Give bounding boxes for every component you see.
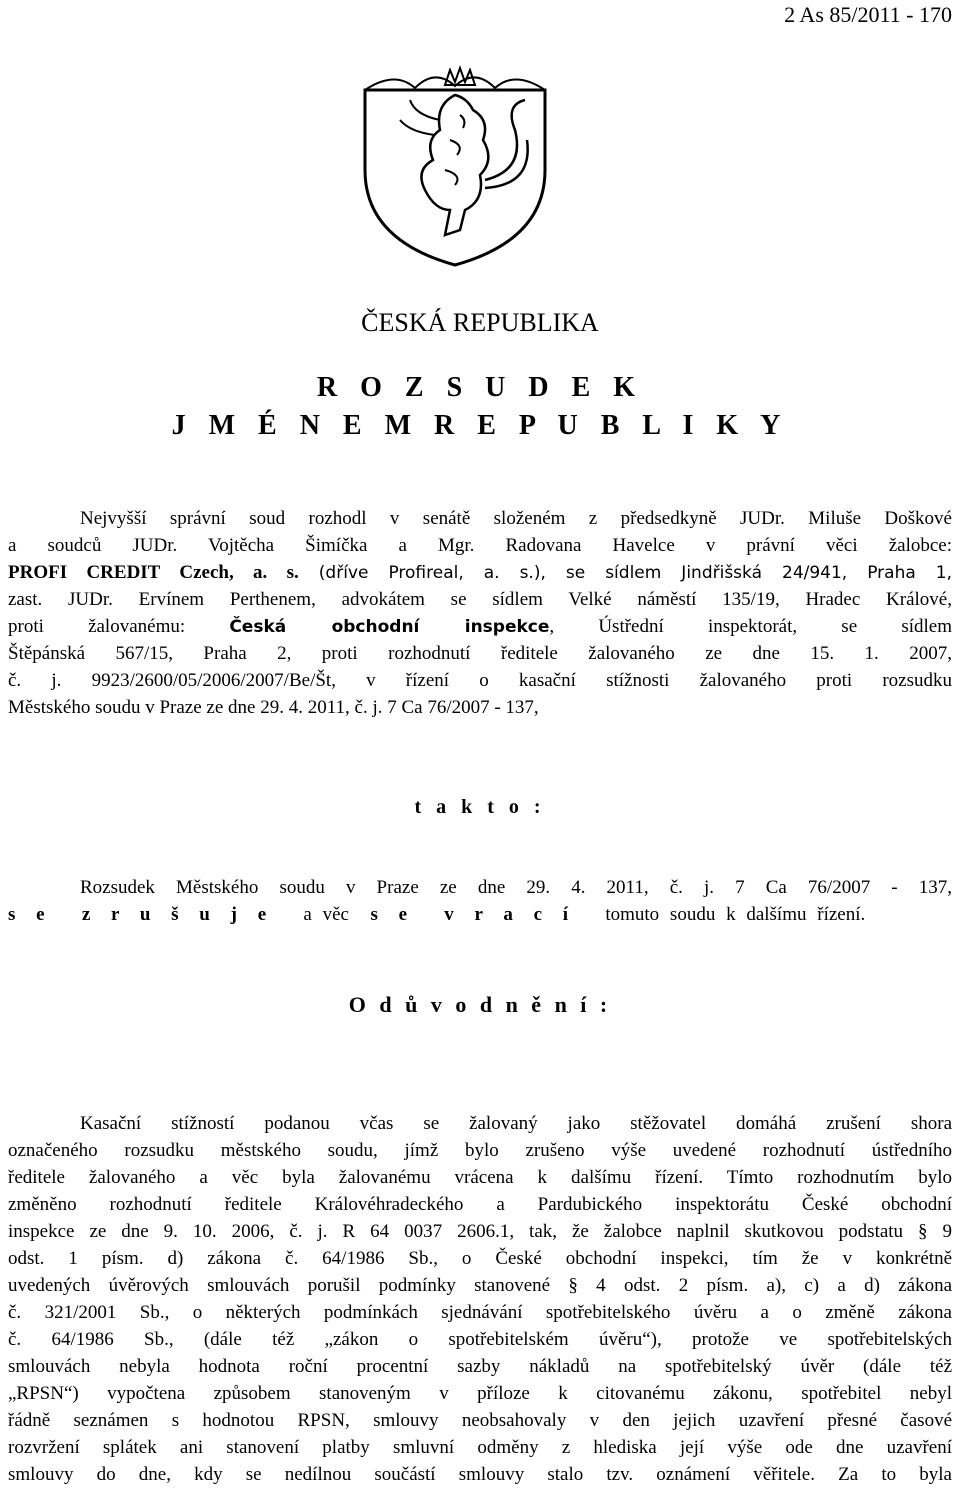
intro-line: zast. JUDr. Ervínem Perthenem, advokátem se sídlem Velké náměstí 135/19, Hradec Králové, — [8, 589, 952, 610]
intro-line: a soudců JUDr. Vojtěcha Šimíčka a Mgr. Radovana Havelce v právní věci žalobce: — [8, 535, 952, 556]
defendant-name: Česká obchodní inspekce — [229, 617, 550, 637]
ruling-zrusuje: z r u š u j e — [81, 904, 272, 925]
intro-fragment: (dříve Profireal, a. s.), se sídlem Jindřišská 24/941, Praha 1, — [298, 563, 952, 583]
czech-lion-coat-of-arms-icon — [355, 60, 555, 270]
reasoning-line: inspekce ze dne 9. 10. 2006, č. j. R 64 0037 2606.1, tak, že žalobce naplnil skutkovou podstatu § 9 — [8, 1221, 952, 1242]
ruling-line: Rozsudek Městského soudu v Praze ze dne 29. 4. 2011, č. j. 7 Ca 76/2007 - 137, — [80, 877, 952, 898]
reasoning-heading: O d ů v o d n ě n í : — [348, 992, 612, 1017]
reasoning-line: č. 321/2001 Sb., o některých podmínkách sjednávání spotřebitelského úvěru a o změně zákona — [8, 1302, 952, 1323]
intro-fragment: , Ústřední inspektorát, se sídlem — [549, 616, 952, 637]
intro-line: Nejvyšší správní soud rozhodl v senátě složeném z předsedkyně JUDr. Miluše Doškové — [80, 508, 952, 529]
country-heading: ČESKÁ REPUBLIKA — [361, 308, 599, 337]
ruling-line — [8, 901, 952, 928]
reasoning-line: odst. 1 písm. d) zákona č. 64/1986 Sb., o České obchodní inspekci, tím že v konkrétně — [8, 1248, 952, 1269]
case-reference: 2 As 85/2011 - 170 — [784, 2, 952, 27]
reasoning-line: změněno rozhodnutí ředitele Královéhradeckého a Pardubického inspektorátu České obchodní — [8, 1194, 952, 1215]
reasoning-line: uvedených úvěrových smlouvách porušil podmínky stanovené § 4 odst. 2 písm. a), c) a d) zákona — [8, 1275, 952, 1296]
intro-paragraph — [8, 505, 952, 721]
ruling-tail: tomuto soudu k dalšímu řízení. — [605, 904, 866, 925]
intro-fragment: proti žalovanému: — [8, 616, 230, 637]
reasoning-line: ředitele žalovaného a věc byla žalovanému vrácena k dalšímu řízení. Tímto rozhodnutím bylo — [8, 1167, 952, 1188]
intro-line — [8, 613, 952, 640]
reasoning-line: označeného rozsudku městského soudu, jímž bylo zrušeno výše uvedené rozhodnutí ústředního — [8, 1140, 952, 1161]
intro-line: č. j. 9923/2600/05/2006/2007/Be/Št, v řízení o kasační stížnosti žalovaného proti rozsudku — [8, 670, 952, 691]
intro-line — [8, 559, 952, 586]
reasoning-line: smlouvy do dne, kdy se nedílnou součástí smlouvy stalo tzv. oznámení věřitele. Za to byla — [8, 1464, 952, 1485]
ruling-se: s e — [370, 904, 413, 925]
ruling-paragraph — [8, 874, 952, 928]
reasoning-line: „RPSN“) vypočtena způsobem stanoveným v příloze k citovanému zákonu, spotřebitel nebyl — [8, 1383, 952, 1404]
reasoning-line: rozvržení splátek ani stanovení platby smluvní odměny z hlediska její výše ode dne uzavření — [8, 1437, 952, 1458]
takto-heading: t a k t o : — [414, 796, 546, 818]
reasoning-line: smlouvách nebyla hodnota roční procentní sazby nákladů na spotřebitelský úvěr (dále též — [8, 1356, 952, 1377]
verdict-title: R O Z S U D E K — [316, 372, 644, 403]
in-name-of-republic-title: J M É N E M R E P U B L I K Y — [171, 410, 789, 441]
ruling-se: s e — [8, 904, 50, 925]
reasoning-line: Kasační stížností podanou včas se žalovaný jako stěžovatel domáhá zrušení shora — [80, 1113, 952, 1134]
reasoning-paragraph — [8, 1110, 952, 1488]
reasoning-line: č. 64/1986 Sb., (dále též „zákon o spotřebitelském úvěru“), protože ve spotřebitelských — [8, 1329, 952, 1350]
intro-line: Městského soudu v Praze ze dne 29. 4. 2011, č. j. 7 Ca 76/2007 - 137, — [8, 697, 539, 718]
ruling-vraci: v r a c í — [444, 904, 574, 925]
plaintiff-name: PROFI CREDIT Czech, a. s. — [8, 562, 299, 583]
reasoning-line: řádně seznámen s hodnotou RPSN, smlouvy neobsahovaly v den jejich uzavření přesné časové — [8, 1410, 952, 1431]
intro-line: Štěpánská 567/15, Praha 2, proti rozhodnutí ředitele žalovaného ze dne 15. 1. 2007, — [8, 643, 952, 664]
ruling-a-vec: a věc — [303, 904, 349, 925]
